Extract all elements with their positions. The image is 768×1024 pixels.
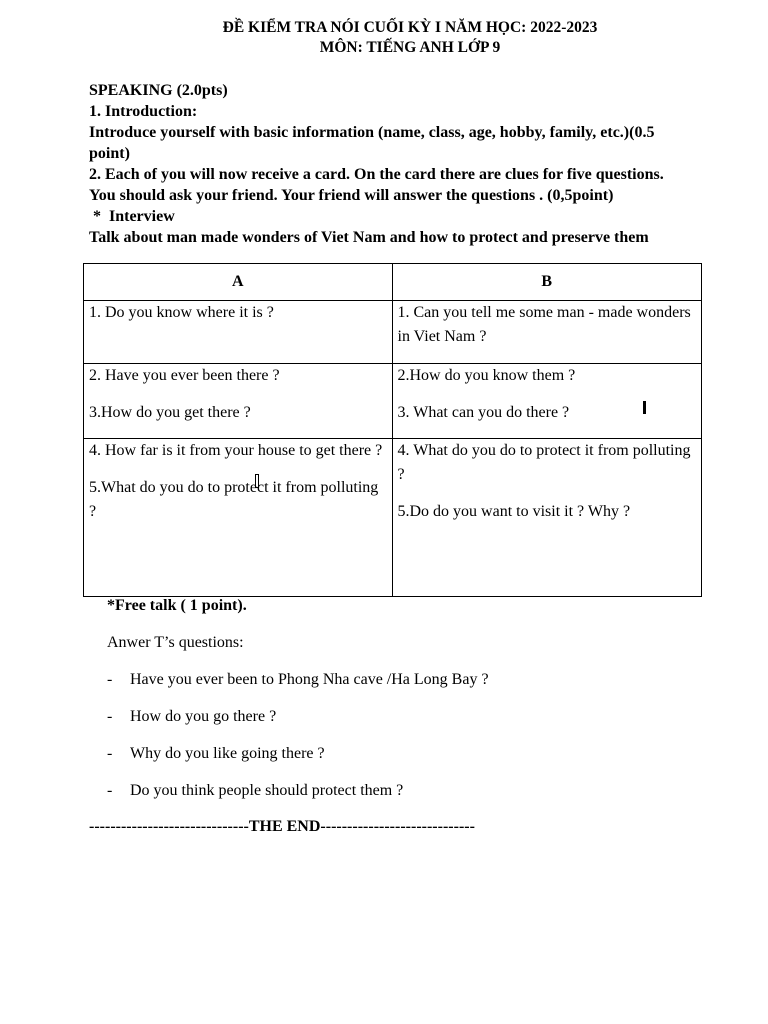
free-talk-questions [107,671,489,819]
table-cell-b [392,301,702,364]
table-cell-a [84,301,393,364]
question-a1: 1. Do you know where it is ? [89,304,274,321]
text-cursor-mark [255,474,259,488]
table-row [84,439,702,597]
question-a4: 4. How far is it from your house to get there ? [89,442,383,459]
list-dash: - [107,745,113,762]
question-cards-table [83,263,702,597]
interview-heading: * Interview [89,208,175,225]
list-item [107,782,489,819]
question-b5: 5.Do do you want to visit it ? Why ? [397,503,631,520]
free-talk-title: *Free talk ( 1 point). [107,597,247,614]
table-cell-b [392,439,702,597]
table-cell-a [84,364,393,439]
card-instruction-cont: You should ask your friend. Your friend will answer the questions . (0,5point) [89,187,614,204]
introduction-text: Introduce yourself with basic information (name, class, age, hobby, family, etc.)(0.5 [89,124,655,141]
speaking-heading: SPEAKING (2.0pts) [89,82,228,99]
question-a2: 2. Have you ever been there ? [89,367,280,384]
column-header-a: A [84,264,393,301]
question-a5: 5.What do you do to protect it from polluting ? [89,479,379,520]
list-item [107,745,489,782]
the-end-line: ------------------------------THE END----------------------------- [89,818,475,835]
column-header-b: B [392,264,702,301]
exam-subject: MÔN: TIẾNG ANH LỚP 9 [319,39,501,56]
free-talk-question: How do you go there ? [130,708,277,725]
exam-header [0,18,768,58]
text-cursor-mark [643,401,646,414]
free-talk-question: Do you think people should protect them ? [130,782,404,799]
list-dash: - [107,782,113,799]
introduction-heading: 1. Introduction: [89,103,198,120]
table-row [84,364,702,439]
question-b1: 1. Can you tell me some man - made wonders in Viet Nam ? [397,304,691,345]
question-b2: 2.How do you know them ? [397,367,576,384]
question-b3: 3. What can you do there ? [397,404,570,421]
free-talk-section [107,597,489,819]
free-talk-subtitle: Anwer T’s questions: [107,634,244,651]
introduction-text-cont: point) [89,145,130,162]
card-instruction: 2. Each of you will now receive a card. On the card there are clues for five questions. [89,166,664,183]
question-a3: 3.How do you get there ? [89,404,251,421]
list-dash: - [107,671,113,688]
table-cell-a [84,439,393,597]
table-header-row [84,264,702,301]
table-cell-b [392,364,702,439]
list-dash: - [107,708,113,725]
free-talk-question: Have you ever been to Phong Nha cave /Ha Long Bay ? [130,671,489,688]
speaking-instructions [89,80,729,248]
interview-topic: Talk about man made wonders of Viet Nam and how to protect and preserve them [89,229,649,246]
exam-title: ĐỀ KIỂM TRA NÓI CUỐI KỲ I NĂM HỌC: 2022-2023 [222,19,598,36]
question-b4: 4. What do you do to protect it from polluting ? [397,442,691,483]
table-row [84,301,702,364]
list-item [107,671,489,708]
list-item [107,708,489,745]
free-talk-question: Why do you like going there ? [130,745,325,762]
